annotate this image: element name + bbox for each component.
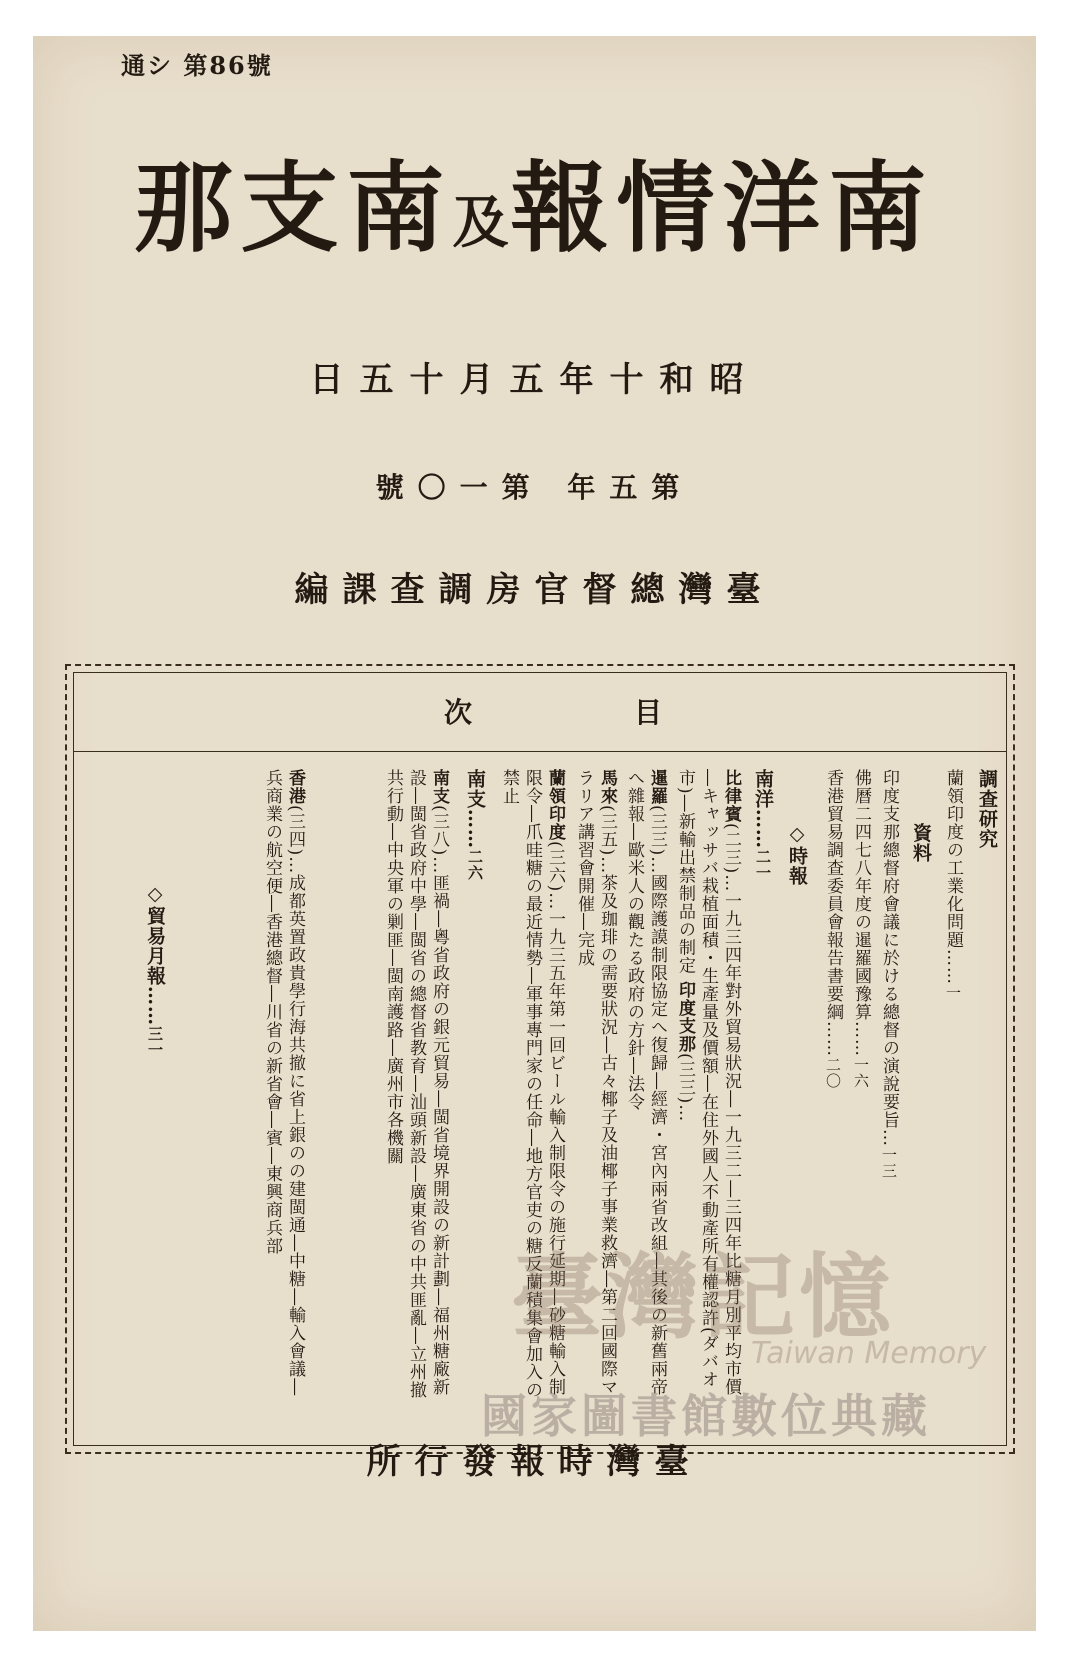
watermark-library: 國家圖書館數位典藏 xyxy=(481,1389,931,1443)
toc-entry: 蘭領印度の工業化問題……一 xyxy=(943,769,963,1001)
toc-section-south-china: 南支……二六 xyxy=(464,769,486,881)
toc-entry-malaya: 馬來(三五)…茶及珈琲の需要狀況―古々椰子及油椰子事業救濟―第二回國際マラリア講習會開催―完成 xyxy=(574,769,617,1397)
publisher: 臺灣時報發行所 xyxy=(366,1442,703,1482)
issue-number: 第五年 第一〇號 xyxy=(375,471,694,504)
toc-entry-philippines: 比律賓(二三)…一九三四年對外貿易狀況―一九三二―三四年比糖月別平均市價―キャッサバ栽植面積・生產量及價額―在住外國人不動產所有權認許(ダバオ市)―新輸出禁制品の制定 印度支那(三三)… xyxy=(675,769,741,1397)
toc-entry: 佛曆二四七八年度の暹羅國豫算……一六 xyxy=(851,769,871,1089)
toc-entry-south-china: 南支(三八)…匪禍―粵省政府の銀元貿易―閩省境界開設の新計劃―福州糖廠新設―閩省政府中學―閩省の總督省教育―汕頭新設―廣東省の中共匪亂―立州撤共行動―中央軍の剿匪―閩南護路―廣州市各機關 xyxy=(383,769,449,1399)
toc-heading-char-2: 次 xyxy=(444,696,473,729)
title-part-2: 南洋情報 xyxy=(510,152,935,266)
title-part-1: 南支那 xyxy=(134,152,453,266)
toc-section-trade-monthly: ◇貿易月報……三一 xyxy=(144,883,166,1058)
toc-divider xyxy=(74,751,1006,752)
serial-number: 通シ 第86號 xyxy=(121,51,273,80)
editor-credit: 臺灣總督官房調查課編 xyxy=(294,570,775,610)
toc-section-news: ◇時報 xyxy=(786,823,808,886)
toc-section-research: 調查研究 xyxy=(976,769,998,849)
toc-entry: 印度支那總督府會議に於ける總督の演說要旨…一三 xyxy=(879,769,899,1179)
toc-entry-siam: 暹羅(三三)…國際護謨制限協定へ復歸―經濟・宮內兩省改組―其後の新舊兩帝へ雜報―歐米人の觀たる政府の方針―法令 xyxy=(624,769,667,1397)
toc-entry-dutch-indies: 蘭領印度(三六)…一九三五年第一回ビール輸入制限令の施行延期―砂糖輸入制限令―爪哇糖の最近情勢―軍事專門家の任命―地方官吏の糖反蘭積集會加入の禁止 xyxy=(499,769,565,1399)
publication-date: 昭和十年五月十五日 xyxy=(309,360,760,400)
library-watermark xyxy=(481,1224,1001,1443)
toc-entry-hongkong: 香港(三四)…成都英置政貴學行海共撤に省上銀のの建閩通―中糖―輸入會議―兵商業の航空便―香港總督―川省の新省會―賓―東興商兵部 xyxy=(262,769,305,1397)
watermark-english: Taiwan Memory xyxy=(751,1336,987,1371)
title-conjunction: 及 xyxy=(452,191,511,256)
toc-section-materials: 資料 xyxy=(910,823,932,863)
toc-heading-char-1: 目 xyxy=(634,696,663,729)
toc-section-south-seas: 南洋……二一 xyxy=(752,769,774,881)
toc-entry: 香港貿易調查委員會報告書要綱……二〇 xyxy=(823,769,843,1089)
page xyxy=(33,36,1036,1631)
watermark-logo-text: 臺灣記憶 xyxy=(511,1244,896,1351)
magazine-title xyxy=(33,154,1036,279)
